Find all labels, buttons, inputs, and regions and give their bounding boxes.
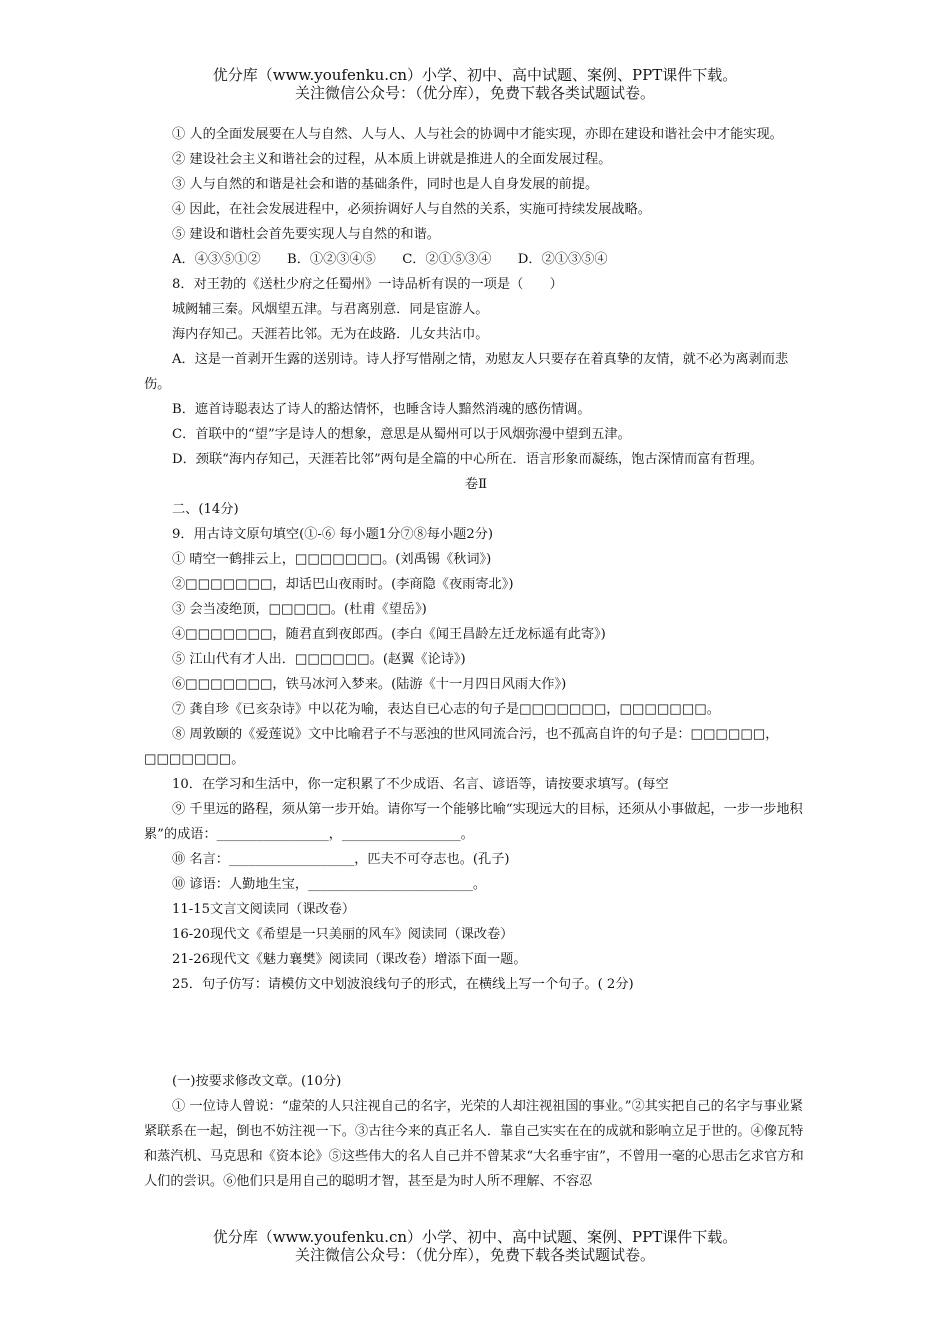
question-8: 8．对王勃的《送杜少府之任蜀州》一诗品析有误的一项是（ ） (172, 277, 563, 292)
statement-5: ⑤ 建设和谐杜会首先要实现人与自然的和谐。 (172, 227, 440, 242)
poem-line-2: 海内存知己。天涯若比邻。无为在歧路．儿女共沾巾。 (172, 327, 489, 342)
question-9-item-5: ⑤ 江山代有才人出．□□□□□□。(赵翼《论诗》) (172, 652, 466, 667)
question-25: 25．句子仿写：请模仿文中划波浪线句子的形式，在横线上写一个句子。( 2分) (172, 977, 634, 992)
question-9-item-1: ① 晴空一鹤排云上，□□□□□□□。(刘禹锡《秋词》) (172, 552, 492, 567)
question-10-item-10: ⑩ 名言：___________________，匹夫不可夺志也。(孔子) (172, 852, 510, 867)
question-9-item-4: ④□□□□□□□，随君直到夜郎西。(李白《闻王昌龄左迁龙标遥有此寄》) (172, 627, 606, 642)
statement-2: ② 建设社会主义和谐社会的过程，从本质上讲就是推进人的全面发展过程。 (172, 152, 612, 167)
question-8-option-a: A．这是一首剥开生露的送别诗。诗人抒写惜剐之情，劝慰友人只要存在着真挚的友情，就不必为离剥而悲伤。 (144, 352, 789, 392)
footer-line-1: 优分库（www.youfenku.cn）小学、初中、高中试题、案例、PPT课件下载。 (212, 1228, 738, 1246)
page-footer (0, 1228, 950, 1264)
revision-passage: ① 一位诗人曾说：“虚荣的人只注视自己的名字，光荣的人却注视祖国的事业。”②其实把自己的名字与事业紧紧联系在一起，倒也不妨注视一下。③古往今来的真正名人．靠自己实实在在的成就和影响立足于世的。④像瓦特和蒸汽机、马克思和《资本论》⑤这些伟大的名人自己并不曾某求“大名垂宇宙”，不曾用一毫的心思击乞求官方和人们的尝识。⑥他们只是用自己的聪明才智，甚至是为时人所不理解、不容忍 (144, 1099, 804, 1189)
question-9-item-7: ⑦ 龚自珍《已亥杂诗》中以花为喻，表达自已心志的句子是□□□□□□□，□□□□□□□。 (172, 702, 720, 717)
poem-line-1: 城阙辅三秦。风烟望五津。与君离别意．同是宦游人。 (172, 302, 489, 317)
question-9-item-8: ⑧ 周敦颐的《爱莲说》文中比喻君子不与恶浊的世风同流合污，也不孤高自许的句子是：□□□□□□，□□□□□□□。 (144, 727, 779, 767)
questions-21-26: 21-26现代文《魅力襄樊》阅读同（课改卷）增添下面一题。 (172, 952, 527, 967)
question-8-option-c: C．首联中的“望”字是诗人的想象，意思是从蜀州可以于风烟弥漫中望到五津。 (172, 427, 631, 442)
question-10-item-11: ⑩ 谚语：人勤地生宝，_________________________。 (172, 877, 487, 892)
page-header (0, 66, 950, 102)
question-10: 10．在学习和生活中，你一定积累了不少成语、名言、谚语等，请按要求填写。(每空 (172, 777, 669, 792)
questions-16-20: 16-20现代文《希望是一只美丽的风车》阅读同（课改卷） (172, 927, 514, 942)
header-line-1: 优分库（www.youfenku.cn）小学、初中、高中试题、案例、PPT课件下载。 (212, 66, 738, 84)
question-9-item-6: ⑥□□□□□□□，铁马冰河入梦来。(陆游《十一月四日风雨大作》) (172, 677, 567, 692)
document-body (144, 122, 808, 1194)
header-line-2: 关注微信公众号：（优分库），免费下载各类试题试卷。 (294, 84, 655, 102)
statement-1: ① 人的全面发展要在人与自然、人与人、人与社会的协调中才能实现，亦即在建设和谐社会中才能实现。 (172, 127, 783, 142)
answer-space (144, 997, 808, 1069)
section-title-2: 卷Ⅱ (464, 477, 488, 492)
question-9-item-3: ③ 会当凌绝顶，□□□□□。(杜甫《望岳》) (172, 602, 427, 617)
question-8-option-b: B．遮首诗聪表达了诗人的豁达情怀，也睡含诗人黯然消魂的感伤情调。 (172, 402, 591, 417)
part-a-heading: (一)按要求修改文章。(10分) (172, 1074, 342, 1089)
footer-line-2: 关注微信公众号：（优分库），免费下载各类试题试卷。 (294, 1246, 655, 1264)
question-9-item-2: ②□□□□□□□，却话巴山夜雨时。(李商隐《夜雨寄北》) (172, 577, 514, 592)
statement-3: ③ 人与自然的和谐是社会和谐的基础条件，同时也是人自身发展的前提。 (172, 177, 599, 192)
statement-4: ④ 因此，在社会发展进程中，必须拚调好人与自然的关系，实施可持续发展战略。 (172, 202, 651, 217)
part-2-heading: 二、(14分) (172, 502, 239, 517)
question-8-option-d: D．颈联“海内存知己，天涯若比邻”两句是全篇的中心所在．语言形象而凝练，饱古深情而富有哲理。 (172, 452, 764, 467)
question-7-options: A．④③⑤①② B．①②③④⑤ C．②①⑤③④ D．②①③⑤④ (172, 252, 608, 267)
question-10-item-9: ⑨ 千里远的路程，须从第一步开始。请你写一个能够比喻“实现远大的目标，还须从小事做起，一步一步地积累”的成语：_________________，__________________。 (144, 802, 803, 842)
question-9: 9．用古诗文原句填空(①-⑥ 每小题1分⑦⑧每小题2分) (172, 527, 494, 542)
questions-11-15: 11-15文言文阅读同（课改卷） (172, 902, 356, 917)
